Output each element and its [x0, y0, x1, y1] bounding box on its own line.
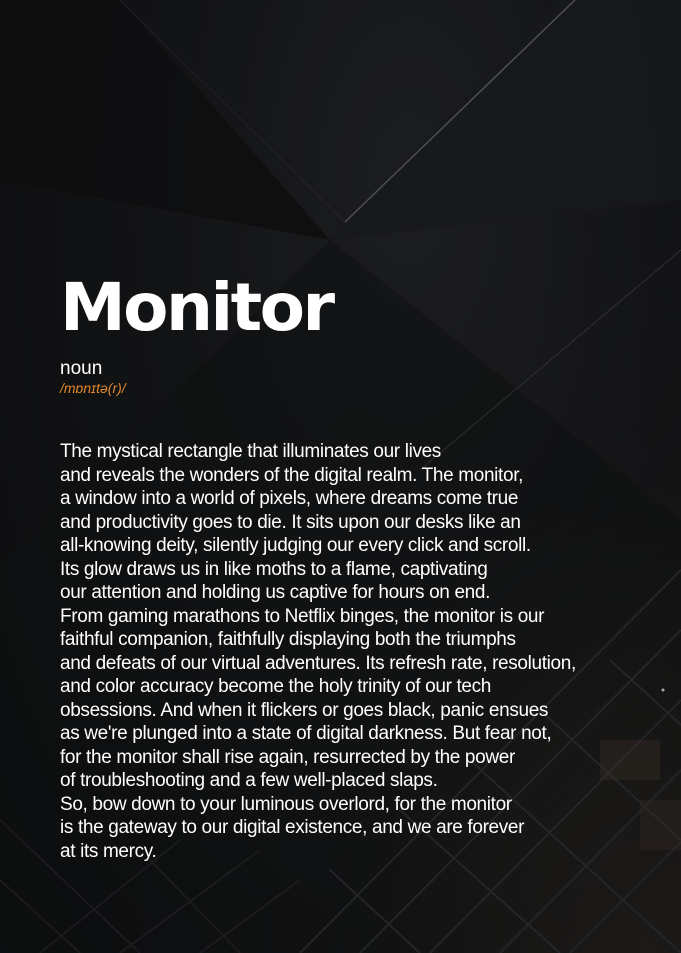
definition-line: and reveals the wonders of the digital realm. The monitor,	[60, 464, 524, 486]
definition-line: and productivity goes to die. It sits upon our desks like an	[60, 511, 521, 533]
definition-line: Its glow draws us in like moths to a flame, captivating	[60, 558, 488, 580]
definition-line: From gaming marathons to Netflix binges, the monitor is our	[60, 605, 545, 627]
part-of-speech: noun	[60, 358, 103, 379]
definition-line: all-knowing deity, silently judging our every click and scroll.	[60, 535, 531, 556]
definition-line: The mystical rectangle that illuminates our lives	[60, 441, 441, 462]
dictionary-entry	[60, 268, 650, 863]
definition-line: obsessions. And when it flickers or goes black, panic ensues	[60, 699, 549, 721]
definition-line: our attention and holding us captive for hours on end.	[60, 582, 491, 603]
definition-line: for the monitor shall rise again, resurrected by the power	[60, 746, 515, 768]
definition-line: is the gateway to our digital existence, and we are forever	[60, 817, 525, 838]
definition-line: a window into a world of pixels, where dreams come true	[60, 488, 519, 509]
definition-line: and defeats of our virtual adventures. Its refresh rate, resolution,	[60, 652, 576, 674]
definition-line: of troubleshooting and a few well-placed slaps.	[60, 770, 438, 791]
definition-line: and color accuracy become the holy trinity of our tech	[60, 676, 491, 697]
pronunciation: /mɒnɪtə(r)/	[60, 380, 126, 396]
definition-line: So, bow down to your luminous overlord, for the monitor	[60, 793, 512, 815]
definition-line: at its mercy.	[60, 840, 157, 862]
entry-word: Monitor	[60, 269, 333, 346]
definition-line: faithful companion, faithfully displaying both the triumphs	[60, 629, 516, 650]
definition-line: as we're plunged into a state of digital darkness. But fear not,	[60, 723, 552, 744]
definition-text	[60, 440, 650, 863]
